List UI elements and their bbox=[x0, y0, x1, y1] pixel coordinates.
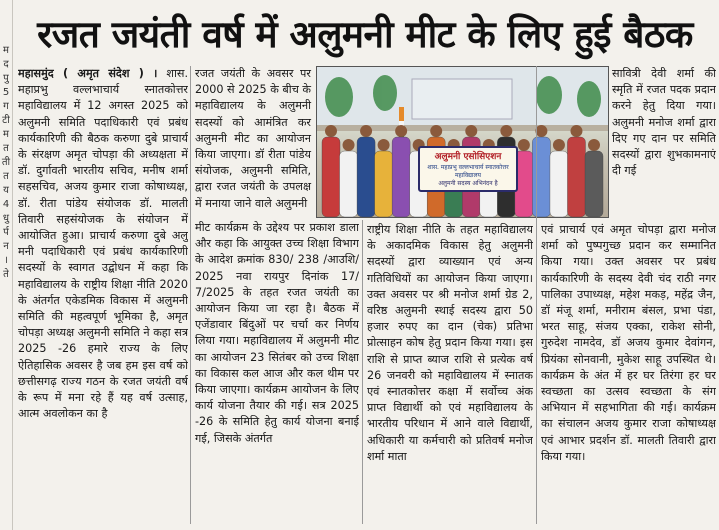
article-column-1 bbox=[18, 66, 188, 526]
person-body bbox=[322, 137, 340, 217]
edge-glyph: । bbox=[4, 255, 8, 266]
article-column-2-lower bbox=[195, 220, 359, 526]
edge-glyph: म bbox=[3, 129, 9, 140]
person-head bbox=[360, 125, 372, 137]
person-head bbox=[378, 139, 390, 151]
banner-college: शास. महाप्रभु वल्लभाचार्य स्नातकोत्तर महाविद्यालय bbox=[427, 164, 509, 179]
person-head bbox=[343, 139, 355, 151]
person-head bbox=[553, 139, 565, 151]
person-body bbox=[392, 137, 410, 217]
photo-banner bbox=[418, 146, 518, 192]
person-head bbox=[570, 125, 582, 137]
edge-glyph: टी bbox=[2, 115, 10, 126]
edge-glyph: त bbox=[3, 143, 9, 154]
person-body bbox=[357, 137, 375, 217]
person-body bbox=[550, 151, 568, 217]
banner-title: अलुमनी एसोसिएशन bbox=[434, 152, 502, 162]
adjacent-column-edge bbox=[0, 0, 13, 530]
column-2-text-lower: मीट कार्यक्रम के उद्देश्य पर प्रकाश डाला और कहा कि आयुक्त उच्च शिक्षा विभाग के आदेश क्रमांक 830/ 238 /आउशि/ 2025 नवा रायपुर दिनांक 17/ 7/2025 के तहत रजत जयंती का आयोजन किया जा रहा है। बैठक में एजेंडावार बिंदुओं पर चर्चा कर निर्णय लिया गया। महाविद्यालय में अलुमनी मीट का आयोजन 23 सितंबर को उच्च शिक्षा का विकास कल आज और कल थीम पर किया जाएगा। कार्यक्रम आयोजन के लिए कार्य योजना तैयार की गई। सत्र 2025 -26 के समिति हेतु कार्य योजना बनाई गई, जिसके अंतर्गत bbox=[195, 221, 359, 445]
column-divider-3 bbox=[536, 66, 537, 524]
edge-glyph: य bbox=[3, 185, 9, 196]
edge-glyph: धु bbox=[2, 213, 10, 224]
edge-glyph: 5 bbox=[2, 87, 10, 98]
person-body bbox=[585, 151, 603, 217]
banner-caption: अलुमनी सदस्य अभिनंदन है bbox=[438, 180, 498, 187]
person-head bbox=[500, 125, 512, 137]
person-head bbox=[535, 125, 547, 137]
person-head bbox=[588, 139, 600, 151]
column-4-text: एवं प्राचार्य एवं अमृत चोपड़ा द्वारा मनोज शर्मा को पुष्पगुच्छ प्रदान कर सम्मानित किया गया। उक्त अवसर पर प्रबंध कार्यकारिणी के सदस्य देवी चंद राठी नगर पालिका उपाध्यक्ष, महेश मकड़, महेंद्र जैन, डॉ मंजू शर्मा, मनीराम बंसल, प्रभा पंडा, भरत साहू, संजय एक्का, राकेश सोनी, गुरुदेश नामदेव, डॉ अजय कुमार देवांगन, प्रियंका सोनवानी, मुकेश साहू उपस्थित थे। कार्यक्रम के अंत में हर घर तिरंगा हर घर स्वच्छता का उत्सव स्वच्छता के संग अभियान में सहभागिता की गई। कार्यक्रम का संचालन अजय कुमार राजा कोषाध्यक्ष एवं आभार प्रदर्शन डॉ. मालती तिवारी द्वारा किया गया। bbox=[541, 223, 716, 463]
edge-glyph: र्प bbox=[3, 227, 9, 238]
dateline: महासमुंद ( अमृत संदेश ) । bbox=[18, 67, 158, 80]
edge-glyph: द bbox=[3, 59, 9, 70]
edge-glyph: ती bbox=[1, 157, 11, 168]
person-head bbox=[430, 125, 442, 137]
column-1-text: शास. महाप्रभु वल्लभाचार्य स्नातकोत्तर महाविद्यालय में 12 अगस्त 2025 को अलुमनी समिति पदाधिकारी एवं प्रबंध कार्यकारिणी की बैठक करुणा दुबे प्राचार्य के संरक्षण अमृत चोपड़ा की अध्यक्षता में डॉ. दुर्गावती भारतीय सचिव, मनीष शर्मा सहसचिव, अजय कुमार राजा कोषाध्यक्ष, डॉ. रीता पांडेय संयोजक डॉ. मालती तिवारी सहसंयोजक के संयोजन में आयोजित हुआ। प्राचार्य करुणा दुबे अलु मनी पदाधिकारी एवं प्रबंध कार्यकारिणी सदस्यों के स्वागत उद्बोधन में कहा कि महाविद्यालय के राष्ट्रीय शिक्षा नीति 2020 के अंतर्गत एकेडमिक विकास में अलुमनी समिति की महत्वपूर्ण भूमिका है, अमृत चोपड़ा अध्यक्ष अलुमनी समिति ने कहा सत्र 2025 -26 हमारे राज्य के लिए ऐतिहासिक अवसर है जब हम इस वर्ष को छत्तीसगढ़ राज्य गठन के रजत जयंती वर्ष के रूप में मना रहे हैं यह वर्ष उत्साह, आत्म अवलोकन का है bbox=[18, 67, 188, 421]
group-photo-illustration bbox=[317, 67, 608, 217]
edge-glyph: ग bbox=[3, 101, 9, 112]
column-divider-2 bbox=[362, 220, 363, 524]
news-photo bbox=[316, 66, 609, 218]
person-body bbox=[340, 151, 358, 217]
person-head bbox=[518, 139, 530, 151]
column-divider-1 bbox=[190, 66, 191, 524]
person-head bbox=[465, 125, 477, 137]
column-3-text: राष्ट्रीय शिक्षा नीति के तहत महाविद्यालय के अकादमिक विकास हेतु अलुमनी सदस्यों द्वारा व्याख्यान एवं अन्य गतिविधियों का आयोजन किया जाएगा। उक्त अवसर पर श्री मनोज शर्मा ग्रेड 2, वरिष्ठ अलुमनी स्थाई सदस्य द्वारा 50 हजार रुपए का दान (चेक) प्रतिभा प्रोत्साहन कोष हेतु प्रदान किया गया। इस राशि से प्राप्त ब्याज राशि से प्रत्येक वर्ष 26 जनवरी को महाविद्यालय में स्नातक एवं स्नातकोत्तर कक्षा में सर्वोच्च अंक प्राप्त विद्यार्थी को एवं महाविद्यालय के भारतीय परिधान में आने वाले विद्यार्थी, अधिकारी या कर्मचारी को प्रतिवर्ष मनोज शर्मा माता bbox=[367, 223, 533, 463]
person-body bbox=[375, 151, 393, 217]
person-body bbox=[567, 137, 585, 217]
edge-glyph: पु bbox=[3, 73, 9, 84]
person-head bbox=[395, 125, 407, 137]
edge-glyph: त bbox=[3, 171, 9, 182]
column-2-text: रजत जयंती के अवसर पर 2000 से 2025 के बीच के महाविद्यालय के अलुमनी सदस्यों को आमंत्रित कर अलुमनी मीट का आयोजन किया जाएगा। डॉ रीता पांडेय संयोजक, अलुमनी समिति, द्वारा रजत जयंती के उपलक्ष में मनाया जाने वाले अलुमनी bbox=[195, 67, 311, 210]
article-column-4 bbox=[541, 222, 716, 526]
edge-glyph: ते bbox=[3, 269, 9, 280]
person-head bbox=[325, 125, 337, 137]
article-column-4-top bbox=[612, 66, 716, 222]
headline: रजत जयंती वर्ष में अलुमनी मीट के लिए हुई बैठक bbox=[37, 12, 693, 56]
edge-glyph: म bbox=[3, 45, 9, 56]
column-4-top-text: सावित्री देवी शर्मा की स्मृति में रजत पदक प्रदान करने हेतु दिया गया। अलुमनी मनोज शर्मा द्वारा दिए गए दान पर समिति सदस्यों द्वारा शुभकामनाएं दी गई bbox=[612, 67, 716, 178]
edge-glyph: न bbox=[3, 241, 9, 252]
edge-glyph: 4 bbox=[2, 199, 10, 210]
article-column-3 bbox=[367, 222, 533, 526]
